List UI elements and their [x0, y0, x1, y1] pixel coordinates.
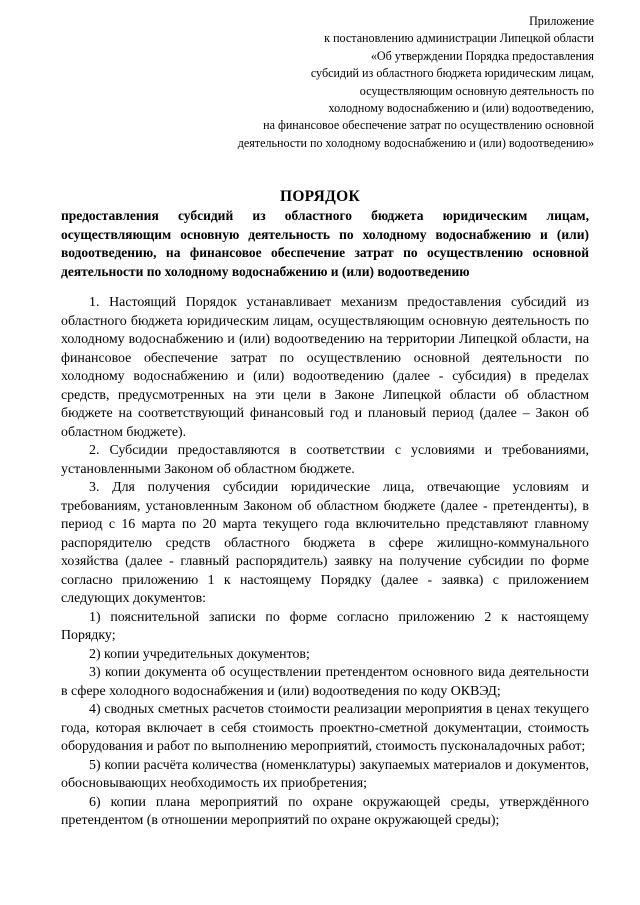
header-line: Приложение: [529, 14, 594, 28]
list-item: 5) копии расчёта количества (номенклатуры) закупаемых материалов и документов, обосновывающих необходимость их приобретения;: [61, 757, 589, 791]
document-title: ПОРЯДОК: [279, 188, 361, 205]
header-line: субсидий из областного бюджета юридическим лицам,: [310, 66, 594, 81]
list-item: 4) сводных сметных расчетов стоимости реализации мероприятия в ценах текущего года, которая включает в себя стоимость проектно-сметной документации, стоимость оборудования и работ по выполнению мероприятий, стоимость пусконаладочных работ;: [61, 702, 589, 754]
list-item: 3) копии документа об осуществлении претендентом основного вида деятельности в сфере холодного водоснабжения и (или) водоотведения по коду ОКВЭД;: [61, 665, 589, 699]
list-item: 1) пояснительной записки по форме согласно приложению 2 к настоящему Порядку;: [61, 609, 589, 643]
paragraph: 1. Настоящий Порядок устанавливает механизм предоставления субсидий из областного бюджета юридическим лицам, осуществляющим основную деятельность по холодному водоснабжению и (или) водоотведению на территории Липецкой области, на финансовое обеспечение затрат по осуществлению основной деятельности по холодному водоснабжению и (или) водоотведению (далее - субсидия) в пределах средств, предусмотренных на эти цели в Законе Липецкой области об областном бюджете на соответствующий финансовый год и плановый период (далее – Закон об областном бюджете).: [61, 295, 589, 440]
header-line: деятельности по холодному водоснабжению и (или) водоотведению»: [237, 135, 594, 150]
appendix-header: [174, 13, 594, 152]
header-line: осуществляющим основную деятельность по: [359, 83, 594, 98]
header-line: к постановлению администрации Липецкой области: [324, 31, 594, 46]
header-line: холодному водоснабжению и (или) водоотведению,: [328, 101, 594, 116]
paragraph: 2. Субсидии предоставляются в соответствии с условиями и требованиями, установленными Законом об областном бюджете.: [61, 443, 589, 477]
header-line: на финансовое обеспечение затрат по осуществлению основной: [263, 118, 594, 133]
header-line: «Об утверждении Порядка предоставления: [370, 48, 594, 63]
document-subtitle: предоставления субсидий из областного бюджета юридическим лицам, осуществляющим основную деятельность по холодному водоснабжению и (или) водоотведению, на финансовое обеспечение затрат по осуществлению основной деятельности по холодному водоснабжению и (или) водоотведению: [61, 208, 589, 279]
list-item: 2) копии учредительных документов;: [89, 646, 310, 662]
list-item: 6) копии плана мероприятий по охране окружающей среды, утверждённого претендентом (в отношении мероприятий по охране окружающей среды);: [61, 794, 589, 828]
paragraph: 3. Для получения субсидии юридические лица, отвечающие условиям и требованиям, установленным Законом об областном бюджете (далее - претенденты), в период с 16 марта по 20 марта текущего года включительно представляют главному распорядителю средств областного бюджета в сфере жилищно-коммунального хозяйства (далее - главный распорядитель) заявку на получение субсидии по форме согласно приложению 1 к настоящему Порядку (далее - заявка) с приложением следующих документов:: [61, 480, 589, 606]
document-body: [61, 294, 589, 831]
